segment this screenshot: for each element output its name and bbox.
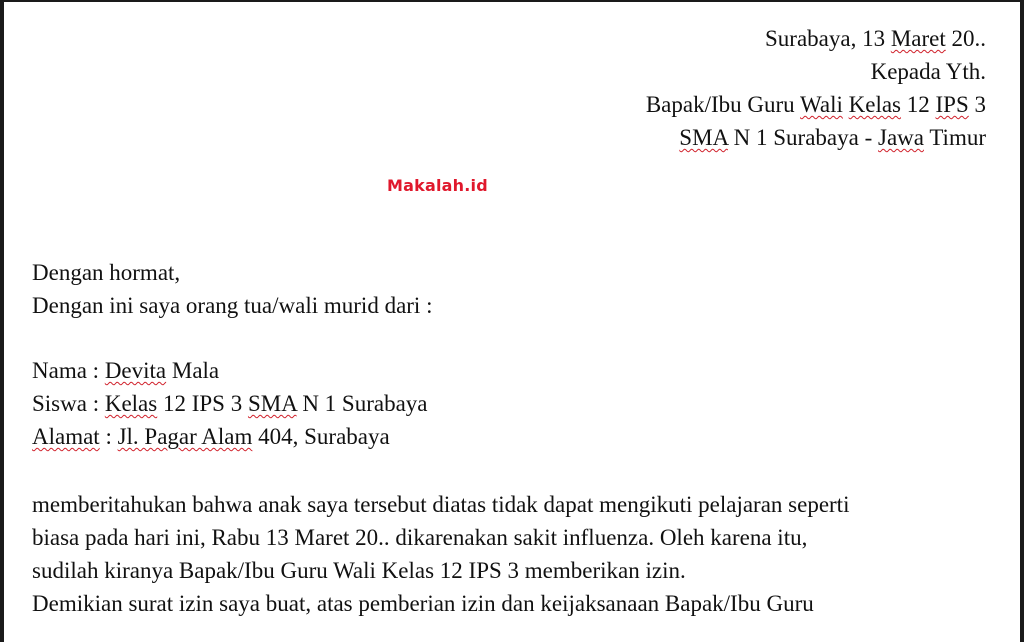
address-colon: : bbox=[99, 424, 118, 449]
student-school: N 1 Surabaya bbox=[296, 391, 428, 416]
name-label: Nama : bbox=[32, 358, 105, 383]
intro-line: Dengan ini saya orang tua/wali murid dari : bbox=[32, 293, 433, 318]
greeting-block bbox=[32, 256, 432, 322]
student-sma: SMA bbox=[247, 391, 297, 416]
student-label: Siswa : bbox=[32, 391, 105, 416]
school-jawa: Jawa bbox=[878, 125, 924, 150]
letter-header bbox=[646, 22, 986, 154]
address-city: 404, Surabaya bbox=[252, 424, 390, 449]
student-line bbox=[32, 387, 428, 420]
recipient-grade: 12 bbox=[901, 92, 936, 117]
name-first: Devita bbox=[104, 358, 167, 383]
letter-page bbox=[4, 2, 1020, 642]
greeting: Dengan hormat, bbox=[32, 260, 181, 285]
recipient-line bbox=[646, 88, 986, 121]
recipient-title: Bapak/Ibu Guru bbox=[645, 92, 801, 117]
school-sma: SMA bbox=[679, 125, 728, 150]
letter-body bbox=[32, 488, 992, 620]
body-line-3: sudilah kiranya Bapak/Ibu Guru Wali Kelas 12 IPS 3 memberikan izin. bbox=[32, 558, 686, 583]
place-date-month: Maret bbox=[890, 26, 946, 51]
school-name: N 1 Surabaya - bbox=[727, 125, 878, 150]
watermark-logo: Makalah.id bbox=[387, 176, 488, 195]
school-region: Timur bbox=[923, 125, 986, 150]
name-last: Mala bbox=[166, 358, 220, 383]
body-line-2: biasa pada hari ini, Rabu 13 Maret 20.. dikarenakan sakit influenza. Oleh karena itu, bbox=[32, 525, 808, 550]
recipient-class-number: 3 bbox=[968, 92, 986, 117]
place-date-suffix: 20.. bbox=[945, 26, 986, 51]
student-kelas: Kelas bbox=[104, 391, 158, 416]
body-line-1: memberitahukan bahwa anak saya tersebut diatas tidak dapat mengikuti pelajaran seperti bbox=[32, 492, 850, 517]
to-line: Kepada Yth. bbox=[870, 59, 986, 84]
name-line bbox=[32, 354, 428, 387]
student-identity bbox=[32, 354, 428, 453]
body-line-4: Demikian surat izin saya buat, atas pemberian izin dan keijaksanaan Bapak/Ibu Guru bbox=[32, 591, 814, 616]
address-line bbox=[32, 420, 428, 453]
recipient-kelas: Kelas bbox=[848, 92, 901, 117]
address-label: Alamat bbox=[32, 424, 100, 449]
recipient-ips: IPS bbox=[935, 92, 969, 117]
place-date-line bbox=[646, 22, 986, 55]
place-date-prefix: Surabaya, 13 bbox=[765, 26, 891, 51]
address-street: Jl. Pagar Alam bbox=[117, 424, 253, 449]
student-class: 12 IPS 3 bbox=[157, 391, 248, 416]
school-line bbox=[646, 121, 986, 154]
recipient-wali: Wali bbox=[800, 92, 843, 117]
